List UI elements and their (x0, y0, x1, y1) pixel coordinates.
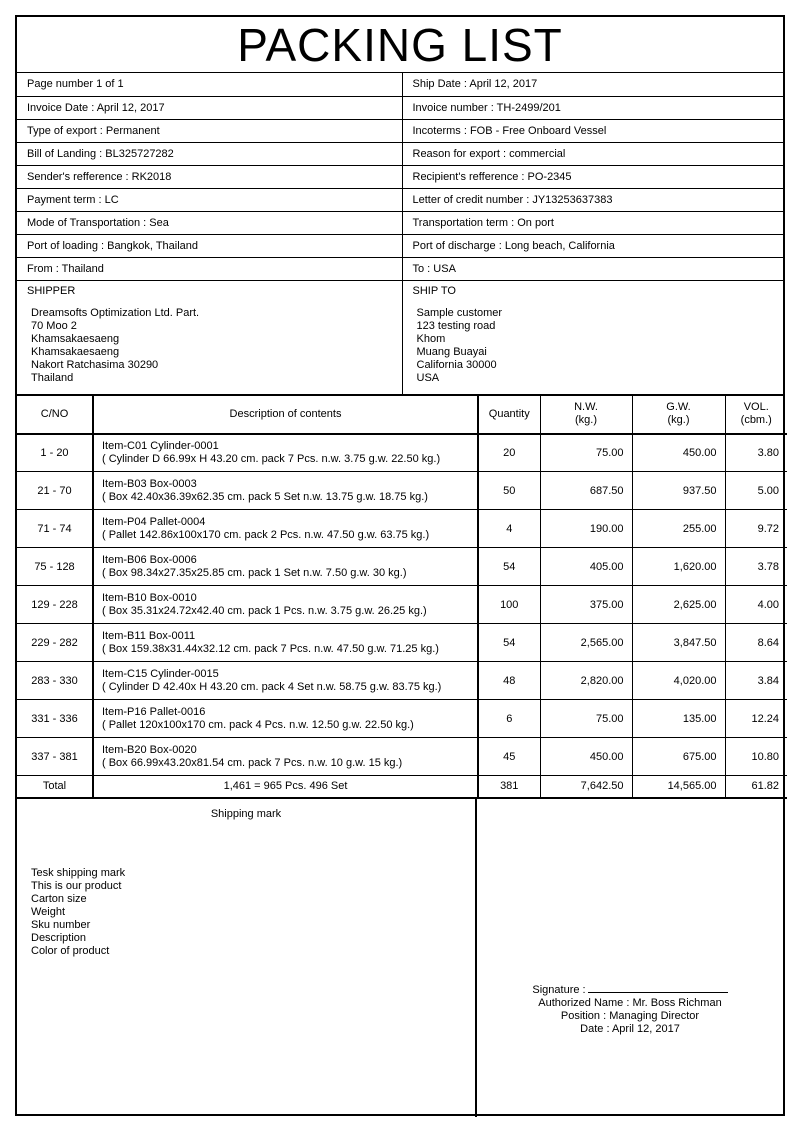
item-name: Item-B06 Box-0006 (102, 553, 197, 566)
cell-description (93, 662, 478, 700)
items-table (17, 396, 787, 799)
item-name: Item-P16 Pallet-0016 (102, 705, 206, 718)
ship-to-address-line: California 30000 (416, 358, 497, 371)
ship-to-address (413, 307, 774, 385)
shipper-address-line: Nakort Ratchasima 30290 (31, 358, 159, 371)
cell-vol: 3.84 (725, 662, 787, 700)
cell-cno: 75 - 128 (17, 548, 93, 586)
cell-nw: 375.00 (540, 586, 632, 624)
shipper-address-line: Dreamsofts Optimization Ltd. Part. (31, 306, 200, 319)
info-row (17, 96, 783, 119)
info-left: Sender's refference : RK2018 (17, 165, 402, 188)
info-left: Type of export : Permanent (17, 119, 402, 142)
cell-vol: 10.80 (725, 738, 787, 776)
ship-to-address-line: USA (416, 371, 440, 384)
signature-line: Signature : (477, 983, 783, 997)
cell-quantity: 50 (478, 472, 540, 510)
table-row (17, 662, 787, 700)
table-row (17, 586, 787, 624)
info-right: To : USA (402, 257, 783, 280)
shipping-mark-title: Shipping mark (210, 807, 282, 820)
table-row (17, 472, 787, 510)
total-gw: 14,565.00 (632, 776, 725, 798)
total-quantity: 381 (478, 776, 540, 798)
cell-nw: 2,565.00 (540, 624, 632, 662)
cell-description (93, 434, 478, 472)
cell-gw: 2,625.00 (632, 586, 725, 624)
cell-nw: 75.00 (540, 434, 632, 472)
cell-vol: 3.78 (725, 548, 787, 586)
bottom-section (17, 799, 783, 1117)
item-name: Item-C15 Cylinder-0015 (102, 667, 219, 680)
shipper-address-line: Khamsakaesaeng (31, 345, 120, 358)
shipping-mark-line: Sku number (31, 918, 91, 931)
info-right: Ship Date : April 12, 2017 (402, 73, 783, 96)
cell-quantity: 45 (478, 738, 540, 776)
cell-vol: 12.24 (725, 700, 787, 738)
cell-cno: 283 - 330 (17, 662, 93, 700)
cell-vol: 5.00 (725, 472, 787, 510)
cell-quantity: 48 (478, 662, 540, 700)
cell-nw: 190.00 (540, 510, 632, 548)
shipper-address-line: Khamsakaesaeng (31, 332, 120, 345)
info-right: Incoterms : FOB - Free Onboard Vessel (402, 119, 783, 142)
cell-description (93, 586, 478, 624)
total-row (17, 776, 787, 798)
item-name: Item-P04 Pallet-0004 (102, 515, 206, 528)
info-row (17, 188, 783, 211)
page-title: PACKING LIST (17, 17, 783, 73)
info-right: Port of discharge : Long beach, California (402, 234, 783, 257)
table-row (17, 548, 787, 586)
party-table (17, 281, 783, 396)
cell-nw: 75.00 (540, 700, 632, 738)
cell-gw: 4,020.00 (632, 662, 725, 700)
cell-quantity: 4 (478, 510, 540, 548)
total-pieces: 1,461 = 965 Pcs. 496 Set (93, 776, 478, 798)
shipping-mark-line: Tesk shipping mark (31, 866, 126, 879)
info-left: Port of loading : Bangkok, Thailand (17, 234, 402, 257)
cell-vol: 4.00 (725, 586, 787, 624)
ship-to-address-line: Sample customer (416, 306, 503, 319)
shipper-heading: SHIPPER (27, 284, 76, 297)
signature-underline (588, 983, 728, 993)
table-row (17, 434, 787, 472)
cell-nw: 2,820.00 (540, 662, 632, 700)
shipping-mark-line: This is our product (31, 879, 122, 892)
info-row (17, 119, 783, 142)
item-detail: ( Box 98.34x27.35x25.85 cm. pack 1 Set n.w. 7.50 g.w. 30 kg.) (102, 566, 407, 579)
info-row (17, 73, 783, 96)
col-header-nw: N.W. (kg.) (540, 396, 632, 434)
info-right: Recipient's refference : PO-2345 (402, 165, 783, 188)
info-left: Page number 1 of 1 (17, 73, 402, 96)
cell-quantity: 100 (478, 586, 540, 624)
info-row (17, 165, 783, 188)
authorized-name: Authorized Name : Mr. Boss Richman (538, 996, 722, 1009)
cell-cno: 331 - 336 (17, 700, 93, 738)
table-row (17, 510, 787, 548)
item-detail: ( Pallet 120x100x170 cm. pack 4 Pcs. n.w. 12.50 g.w. 22.50 kg.) (102, 718, 414, 731)
info-right: Invoice number : TH-2499/201 (402, 96, 783, 119)
total-label: Total (17, 776, 93, 798)
col-header-quantity: Quantity (478, 396, 540, 434)
shipping-mark-lines (31, 867, 125, 958)
cell-cno: 71 - 74 (17, 510, 93, 548)
item-detail: ( Box 35.31x24.72x42.40 cm. pack 1 Pcs. n.w. 3.75 g.w. 26.25 kg.) (102, 604, 427, 617)
info-row (17, 257, 783, 280)
total-nw: 7,642.50 (540, 776, 632, 798)
packing-list-sheet (15, 15, 785, 1116)
item-detail: ( Box 66.99x43.20x81.54 cm. pack 7 Pcs. n.w. 10 g.w. 15 kg.) (102, 756, 403, 769)
shipping-mark-line: Carton size (31, 892, 87, 905)
info-row (17, 234, 783, 257)
info-left: From : Thailand (17, 257, 402, 280)
cell-cno: 229 - 282 (17, 624, 93, 662)
shipper-block (17, 281, 402, 395)
item-detail: ( Box 42.40x36.39x62.35 cm. pack 5 Set n.w. 13.75 g.w. 18.75 kg.) (102, 490, 428, 503)
shipper-address (27, 307, 392, 385)
cell-gw: 1,620.00 (632, 548, 725, 586)
shipper-address-line: Thailand (31, 371, 74, 384)
item-name: Item-C01 Cylinder-0001 (102, 439, 219, 452)
col-header-cno: C/NO (17, 396, 93, 434)
cell-cno: 337 - 381 (17, 738, 93, 776)
shipping-mark-block (17, 799, 477, 1117)
info-table (17, 73, 783, 281)
cell-vol: 8.64 (725, 624, 787, 662)
items-header-row (17, 396, 787, 434)
col-header-description: Description of contents (93, 396, 478, 434)
cell-description (93, 548, 478, 586)
shipping-mark-line: Color of product (31, 944, 110, 957)
item-name: Item-B20 Box-0020 (102, 743, 197, 756)
cell-description (93, 510, 478, 548)
item-name: Item-B10 Box-0010 (102, 591, 197, 604)
item-name: Item-B03 Box-0003 (102, 477, 197, 490)
ship-to-address-line: Khom (416, 332, 446, 345)
cell-description (93, 472, 478, 510)
cell-gw: 3,847.50 (632, 624, 725, 662)
cell-vol: 9.72 (725, 510, 787, 548)
info-left: Bill of Landing : BL325727282 (17, 142, 402, 165)
authorized-position: Position : Managing Director (560, 1009, 700, 1022)
cell-quantity: 20 (478, 434, 540, 472)
cell-nw: 405.00 (540, 548, 632, 586)
cell-gw: 255.00 (632, 510, 725, 548)
item-name: Item-B11 Box-0011 (102, 629, 196, 642)
cell-description (93, 738, 478, 776)
signature-block (477, 799, 783, 1117)
ship-to-heading: SHIP TO (412, 284, 456, 297)
cell-quantity: 54 (478, 624, 540, 662)
cell-cno: 1 - 20 (17, 434, 93, 472)
total-vol: 61.82 (725, 776, 787, 798)
signature-date: Date : April 12, 2017 (580, 1022, 680, 1035)
col-header-gw: G.W. (kg.) (632, 396, 725, 434)
shipping-mark-line: Weight (31, 905, 66, 918)
cell-description (93, 700, 478, 738)
cell-gw: 135.00 (632, 700, 725, 738)
item-detail: ( Cylinder D 42.40x H 43.20 cm. pack 4 Set n.w. 58.75 g.w. 83.75 kg.) (102, 680, 442, 693)
shipping-mark-line: Description (31, 931, 87, 944)
cell-gw: 937.50 (632, 472, 725, 510)
ship-to-address-line: 123 testing road (416, 319, 496, 332)
cell-gw: 450.00 (632, 434, 725, 472)
info-right: Letter of credit number : JY13253637383 (402, 188, 783, 211)
info-left: Payment term : LC (17, 188, 402, 211)
ship-to-block (402, 281, 783, 395)
info-row (17, 211, 783, 234)
cell-cno: 129 - 228 (17, 586, 93, 624)
cell-gw: 675.00 (632, 738, 725, 776)
cell-vol: 3.80 (725, 434, 787, 472)
cell-quantity: 54 (478, 548, 540, 586)
cell-quantity: 6 (478, 700, 540, 738)
table-row (17, 700, 787, 738)
table-row (17, 738, 787, 776)
info-row (17, 142, 783, 165)
ship-to-address-line: Muang Buayai (416, 345, 487, 358)
info-right: Reason for export : commercial (402, 142, 783, 165)
cell-nw: 687.50 (540, 472, 632, 510)
table-row (17, 624, 787, 662)
cell-nw: 450.00 (540, 738, 632, 776)
item-detail: ( Pallet 142.86x100x170 cm. pack 2 Pcs. n.w. 47.50 g.w. 63.75 kg.) (102, 528, 430, 541)
info-left: Mode of Transportation : Sea (17, 211, 402, 234)
shipper-address-line: 70 Moo 2 (31, 319, 77, 332)
item-detail: ( Box 159.38x31.44x32.12 cm. pack 7 Pcs. n.w. 47.50 g.w. 71.25 kg.) (102, 642, 439, 655)
col-header-vol: VOL. (cbm.) (725, 396, 787, 434)
cell-cno: 21 - 70 (17, 472, 93, 510)
info-right: Transportation term : On port (402, 211, 783, 234)
item-detail: ( Cylinder D 66.99x H 43.20 cm. pack 7 Pcs. n.w. 3.75 g.w. 22.50 kg.) (102, 452, 441, 465)
cell-description (93, 624, 478, 662)
info-left: Invoice Date : April 12, 2017 (17, 96, 402, 119)
